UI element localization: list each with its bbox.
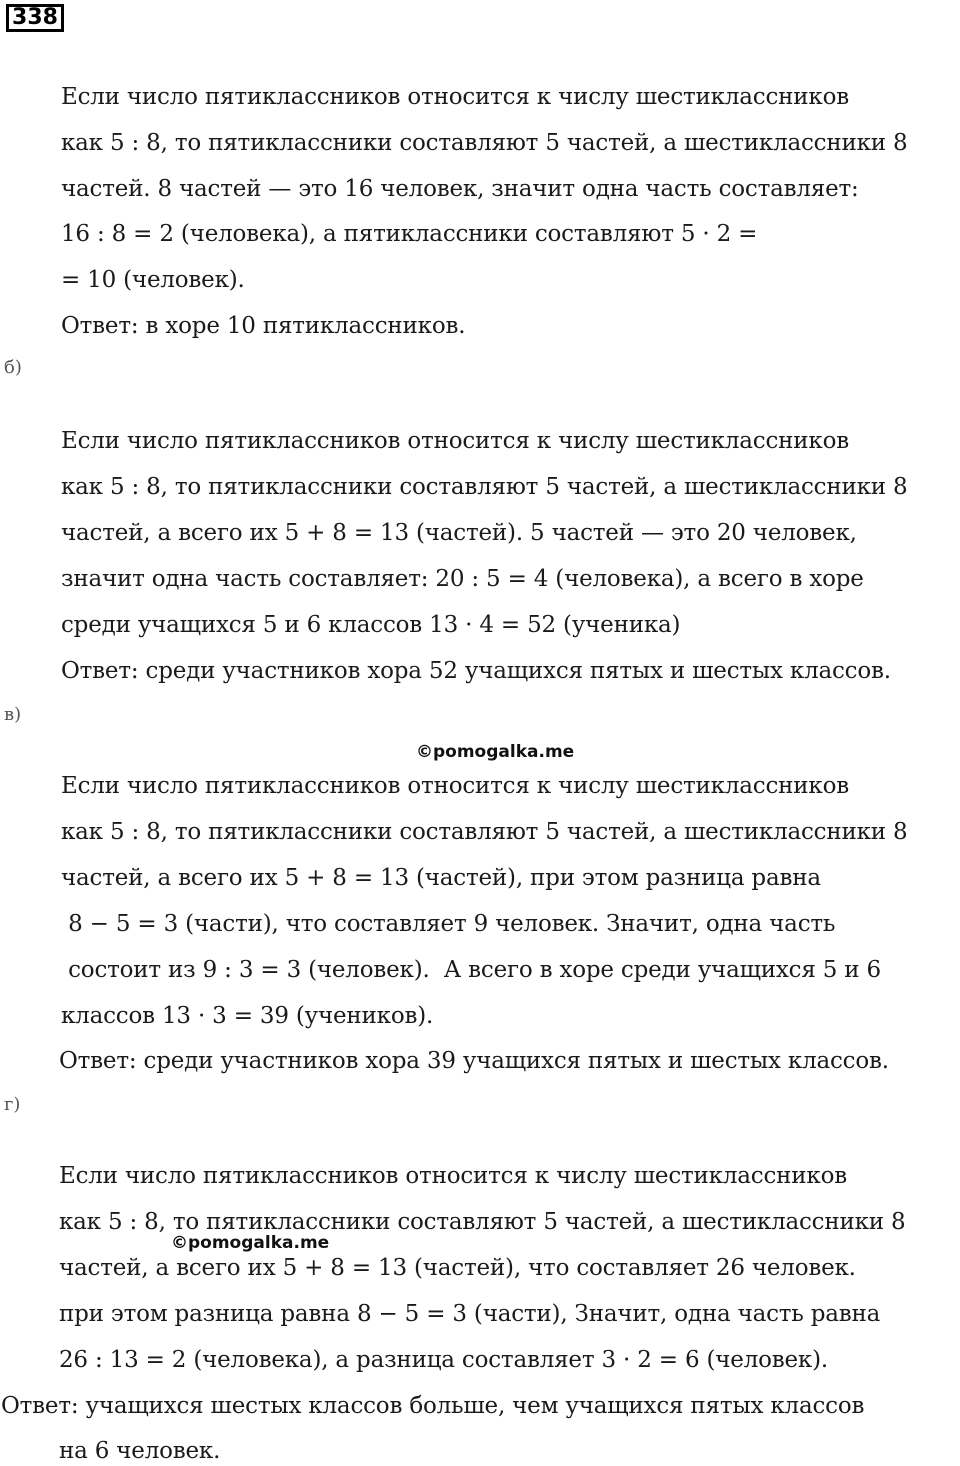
part-a-line-2: как 5 : 8, то пятиклассники составляют 5 частей, а шестиклассники 8 <box>61 130 908 156</box>
part-a-line-1: Если число пятиклассников относится к числу шестиклассников <box>61 84 849 110</box>
part-d-answer-cont: на 6 человек. <box>59 1438 221 1464</box>
part-a-line-4: 16 : 8 = 2 (человека), а пятиклассники составляют 5 · 2 = <box>61 221 758 247</box>
part-c-line-1: Если число пятиклассников относится к числу шестиклассников <box>61 773 849 799</box>
part-d-line-1: Если число пятиклассников относится к числу шестиклассников <box>59 1163 847 1189</box>
part-c-line-5: состоит из 9 : 3 = 3 (человек). А всего в хоре среди учащихся 5 и 6 <box>61 957 881 983</box>
part-d-answer: Ответ: учащихся шестых классов больше, чем учащихся пятых классов <box>1 1393 865 1419</box>
part-c-answer: Ответ: среди участников хора 39 учащихся пятых и шестых классов. <box>59 1048 889 1074</box>
part-a-line-3: частей. 8 частей — это 16 человек, значит одна часть составляет: <box>61 176 859 202</box>
part-b-line-2: как 5 : 8, то пятиклассники составляют 5 частей, а шестиклассники 8 <box>61 474 908 500</box>
part-a-line-5: = 10 (человек). <box>61 267 245 293</box>
part-b-answer: Ответ: среди участников хора 52 учащихся пятых и шестых классов. <box>61 658 891 684</box>
part-c-line-6: классов 13 · 3 = 39 (учеников). <box>61 1003 434 1029</box>
part-a-answer: Ответ: в хоре 10 пятиклассников. <box>61 313 466 339</box>
part-b-line-4: значит одна часть составляет: 20 : 5 = 4 (человека), а всего в хоре <box>61 566 864 592</box>
watermark: ©pomogalka.me <box>171 1233 330 1253</box>
part-b-line-1: Если число пятиклассников относится к числу шестиклассников <box>61 428 849 454</box>
part-c-line-3: частей, а всего их 5 + 8 = 13 (частей), при этом разница равна <box>61 865 821 891</box>
part-d-line-2: как 5 : 8, то пятиклассники составляют 5 частей, а шестиклассники 8 <box>59 1209 906 1235</box>
problem-number-box: 338 <box>6 4 64 32</box>
part-b-line-3: частей, а всего их 5 + 8 = 13 (частей). 5 частей — это 20 человек, <box>61 520 857 546</box>
part-d-line-4: при этом разница равна 8 − 5 = 3 (части), Значит, одна часть равна <box>59 1301 881 1327</box>
watermark: ©pomogalka.me <box>416 742 575 762</box>
part-c-label: в) <box>4 704 22 725</box>
part-d-line-3: частей, а всего их 5 + 8 = 13 (частей), что составляет 26 человек. <box>59 1255 856 1281</box>
part-b-label: б) <box>4 357 22 378</box>
part-d-line-5: 26 : 13 = 2 (человека), а разница составляет 3 · 2 = 6 (человек). <box>59 1347 828 1373</box>
part-d-label: г) <box>4 1094 21 1115</box>
part-c-line-4: 8 − 5 = 3 (части), что составляет 9 человек. Значит, одна часть <box>61 911 836 937</box>
part-c-line-2: как 5 : 8, то пятиклассники составляют 5 частей, а шестиклассники 8 <box>61 819 908 845</box>
part-b-line-5: среди учащихся 5 и 6 классов 13 · 4 = 52 (ученика) <box>61 612 681 638</box>
